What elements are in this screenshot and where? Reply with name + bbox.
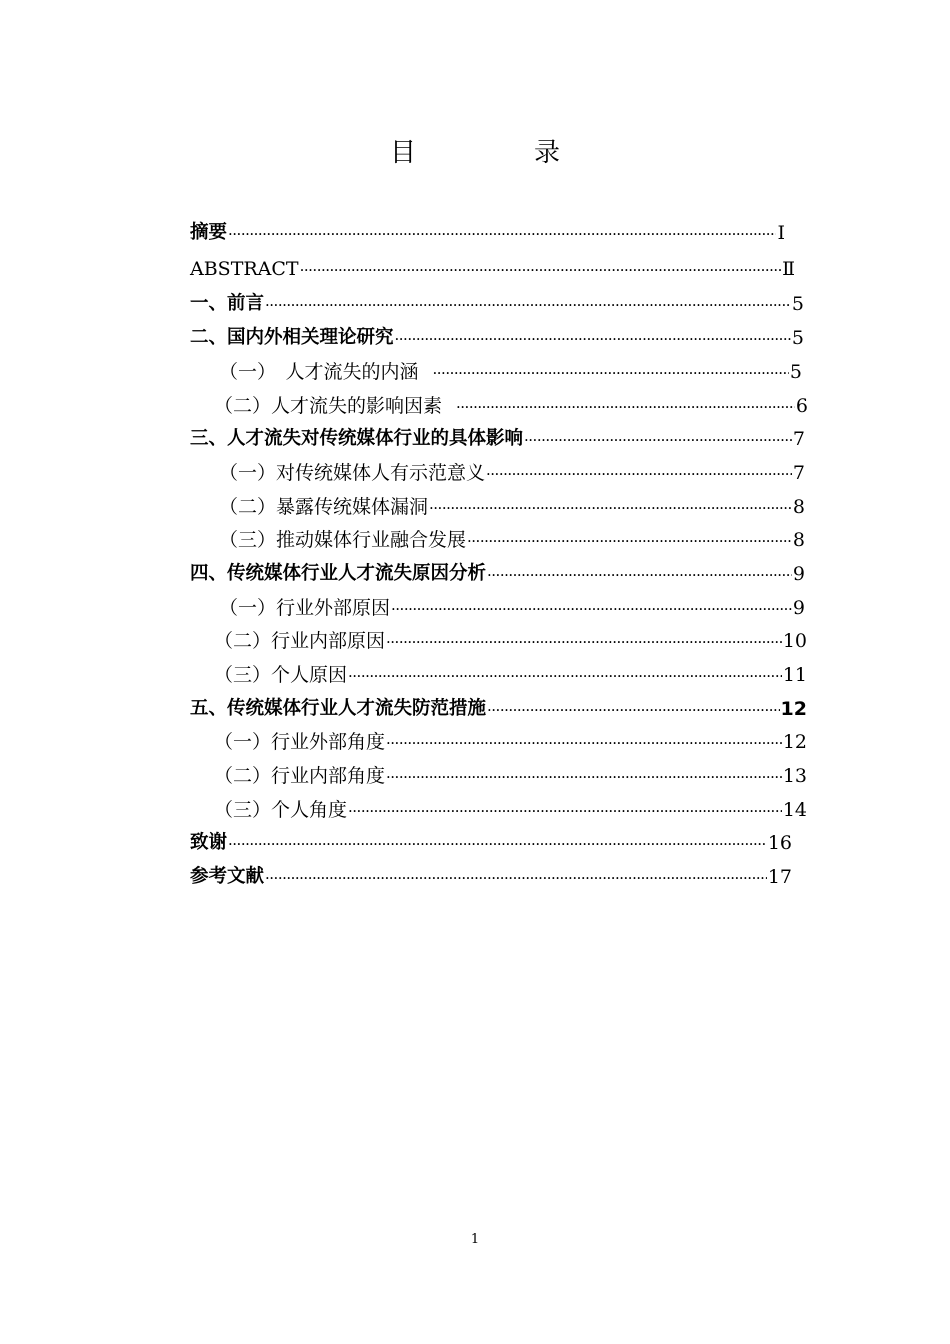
dot-leader: [429, 501, 792, 515]
toc-entry-label: （一）行业外部原因: [219, 597, 391, 619]
toc-entry-label: 三、人才流失对传统媒体行业的具体影响: [190, 428, 524, 449]
toc-entry-label: （三）个人角度: [214, 799, 348, 821]
toc-entry-label: 致谢: [190, 832, 228, 853]
toc-entry-label: （二）行业内部角度: [214, 765, 386, 787]
toc-entry-page: Ⅰ: [777, 222, 785, 244]
toc-entry-label: 四、传统媒体行业人才流失原因分析: [190, 563, 487, 584]
dot-leader: [348, 669, 782, 683]
toc-entry-page: 9: [792, 597, 805, 619]
toc-entry-page: 14: [782, 799, 807, 821]
toc-entry-page: 10: [782, 630, 807, 652]
toc-entry-page: 13: [782, 765, 807, 787]
toc-entry-page: 5: [789, 361, 802, 383]
toc-entry-label: 二、国内外相关理论研究: [190, 327, 394, 348]
dot-leader: [456, 400, 795, 414]
dot-leader: [433, 366, 789, 380]
toc-entry-page: 12: [780, 698, 807, 720]
toc-entry-acknowledgements[interactable]: [190, 828, 792, 858]
dot-leader: [487, 703, 780, 717]
dot-leader: [348, 804, 782, 818]
toc-entry-label: （三）个人原因: [214, 664, 348, 686]
page-number: 1: [470, 1232, 480, 1247]
toc-entry-label: 一、前言: [190, 293, 265, 314]
toc-entry-page: 17: [767, 866, 792, 888]
toc-entry-3-3[interactable]: [219, 525, 805, 555]
dot-leader: [228, 227, 776, 241]
toc-entry-references[interactable]: [190, 862, 792, 892]
toc-entry-label: 参考文献: [190, 866, 265, 887]
toc-entry-label: （三）推动媒体行业融合发展: [219, 529, 467, 551]
dot-leader: [300, 263, 781, 277]
toc-entry-label: 五、传统媒体行业人才流失防范措施: [190, 698, 487, 719]
toc-entry-3-2[interactable]: [219, 492, 805, 522]
toc-entry-page: 9: [792, 563, 805, 585]
toc-entry-preface[interactable]: [190, 289, 804, 319]
dot-leader: [386, 635, 782, 649]
toc-entry-section-3[interactable]: [190, 424, 805, 454]
toc-entry-label: ABSTRACT: [190, 258, 299, 280]
toc-entry-5-2[interactable]: [214, 761, 807, 791]
toc-entry-section-2[interactable]: [190, 323, 804, 353]
dot-leader: [386, 736, 782, 750]
toc-entry-label: （二）人才流失的影响因素: [214, 395, 443, 417]
toc-entry-page: 7: [792, 462, 805, 484]
dot-leader: [265, 871, 767, 885]
dot-leader: [386, 770, 782, 784]
dot-leader: [228, 837, 767, 851]
toc-entry-2-2[interactable]: [214, 391, 808, 421]
toc-entry-label: （二）暴露传统媒体漏洞: [219, 496, 429, 518]
toc-entry-label: 摘要: [190, 222, 228, 243]
toc-entry-3-1[interactable]: [219, 458, 805, 488]
dot-leader: [524, 433, 792, 447]
toc-entry-5-1[interactable]: [214, 727, 807, 757]
page-title: 目 录: [389, 138, 606, 168]
toc-entry-page: 8: [792, 529, 805, 551]
toc-entry-label: （一）对传统媒体人有示范意义: [219, 462, 486, 484]
dot-leader: [486, 467, 792, 481]
dot-leader: [391, 602, 792, 616]
toc-entry-abstract-cn[interactable]: [190, 218, 785, 248]
toc-entry-4-3[interactable]: [214, 660, 807, 690]
toc-entry-label: （二）行业内部原因: [214, 630, 386, 652]
dot-leader: [395, 332, 791, 346]
toc-entry-4-2[interactable]: [214, 626, 807, 656]
toc-entry-page: 5: [791, 327, 804, 349]
toc-entry-2-1[interactable]: [219, 357, 802, 387]
toc-entry-section-5[interactable]: [190, 694, 807, 724]
toc-entry-label: （一） 人才流失的内涵: [219, 361, 419, 383]
toc-entry-page: 6: [795, 395, 808, 417]
dot-leader: [487, 568, 792, 582]
toc-entry-page: 11: [782, 664, 807, 686]
toc-entry-4-1[interactable]: [219, 593, 805, 623]
toc-entry-label: （一）行业外部角度: [214, 731, 386, 753]
toc-entry-section-4[interactable]: [190, 559, 805, 589]
toc-entry-abstract-en[interactable]: [190, 254, 795, 284]
toc-entry-page: 12: [782, 731, 807, 753]
toc-entry-page: 8: [792, 496, 805, 518]
toc-entry-page: Ⅱ: [782, 258, 795, 280]
toc-entry-page: 5: [791, 293, 804, 315]
toc-entry-page: 7: [792, 428, 805, 450]
toc-entry-page: 16: [767, 832, 792, 854]
dot-leader: [265, 298, 791, 312]
toc-entry-5-3[interactable]: [214, 795, 807, 825]
dot-leader: [467, 534, 792, 548]
